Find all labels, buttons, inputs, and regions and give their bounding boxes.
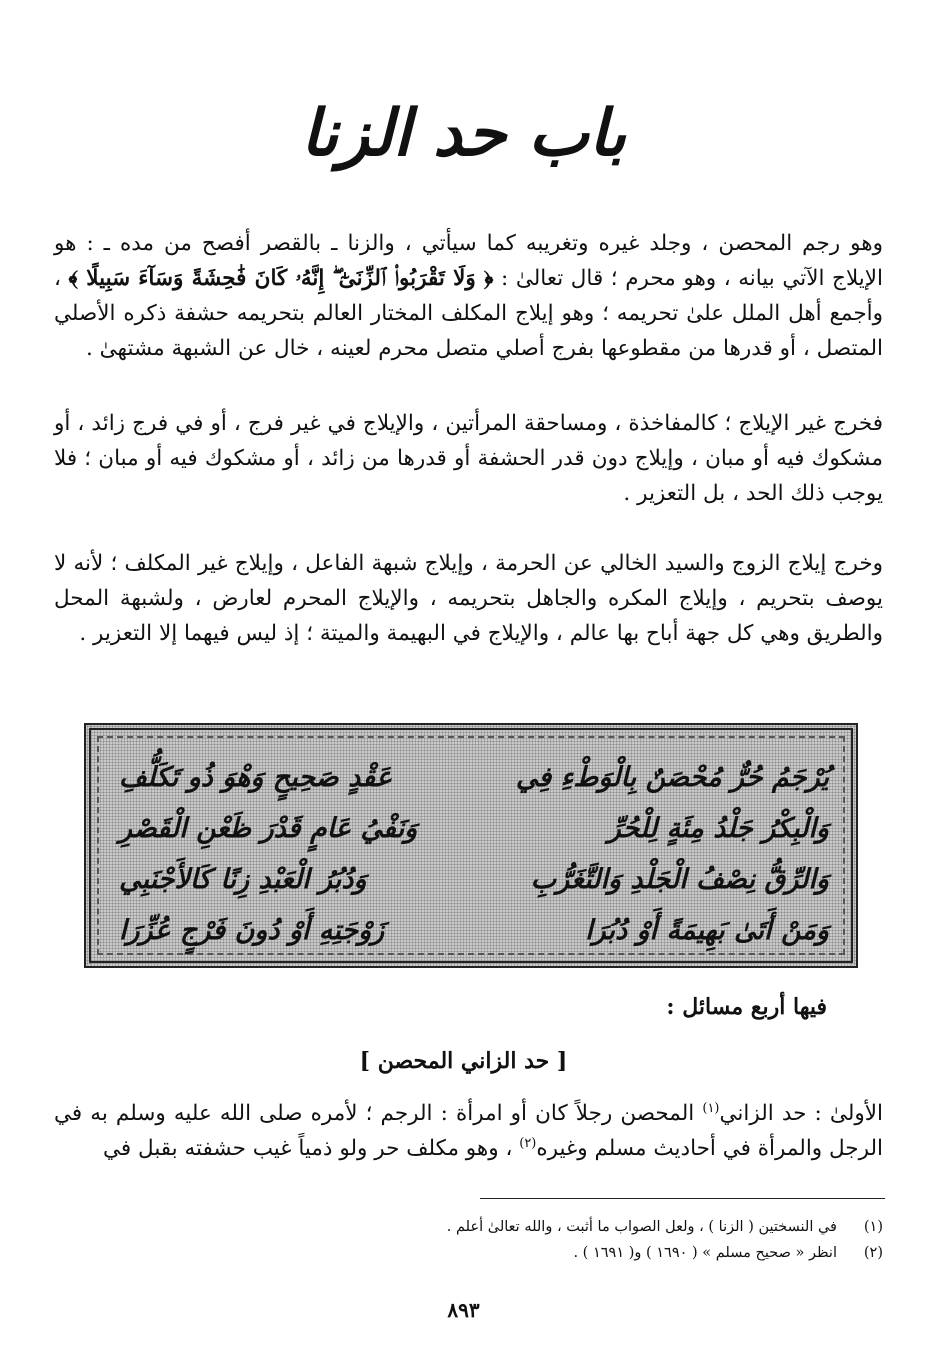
poem-hemistich-second: وَنَفْيُ عَامٍ قَدْرَ ظَعْنِ الْقَصْرِ xyxy=(119,812,418,844)
paragraph-definition xyxy=(54,226,883,366)
quran-verse: ﴿ وَلَا تَقْرَبُوا۟ ٱلزِّنَىٰٓ ۖ إِنَّهُۥ كَانَ فَٰحِشَةً وَسَآءَ سَبِيلًا ﴾ xyxy=(68,266,494,291)
footnote xyxy=(330,1214,883,1240)
paragraph-text: ، وهو مكلف حر ولو ذمياً غيب حشفته بقبل في xyxy=(103,1136,520,1161)
footnote-divider xyxy=(480,1198,885,1199)
footnote xyxy=(330,1240,883,1266)
paragraph-text: الأولىٰ : حد الزاني xyxy=(719,1101,883,1126)
poem-verse xyxy=(119,854,829,904)
issues-intro: فيها أربع مسائل : xyxy=(666,994,827,1020)
paragraph-first-issue xyxy=(54,1096,883,1166)
poem-verse xyxy=(119,803,829,853)
poem-hemistich-first: وَمَنْ أَتَىٰ بَهِيمَةً أَوْ دُبُرَا xyxy=(585,914,829,946)
poem-verse xyxy=(119,752,829,802)
poem-hemistich-second: زَوْجَتِهِ أَوْ دُونَ فَرْجٍ عُزِّرَا xyxy=(119,914,385,946)
paragraph-exclusions-2: وخرج إيلاج الزوج والسيد الخالي عن الحرمة ، وإيلاج شبهة الفاعل ، وإيلاج غير المكلف ؛ لأنه لا يوصف بتحريم ، وإيلاج المكره والجاهل بتحريمه ، والإيلاج المحرم لعارض ، ولشبهة المحل والطريق وهي كل جهة أباح بها عالم ، والإيلاج في البهيمة والميتة ؛ إذ ليس فيهما إلا التعزير . xyxy=(54,551,883,646)
poem-box xyxy=(84,723,858,968)
poem-hemistich-first: وَالْبِكْرُ جَلْدُ مِئَةٍ لِلْحُرِّ xyxy=(607,812,829,844)
footnote-ref[interactable]: (٢) xyxy=(519,1135,537,1151)
poem-hemistich-second: عَقْدٍ صَحِيحٍ وَهْوَ ذُو تَكَلُّفِ xyxy=(119,761,393,793)
poem-hemistich-first: يُرْجَمُ حُرٌّ مُحْصَنٌ بِالْوَطْءِ فِي xyxy=(515,761,829,793)
footnote-text: في النسختين ( الزنا ) ، ولعل الصواب ما أثبت ، والله تعالىٰ أعلم . xyxy=(446,1219,837,1235)
paragraph-text: المحصن رجلاً كان أو امرأة : الرجم ؛ لأمره صلى الله عليه وسلم به في الرجل والمرأة في أحاديث مسلم وغيره xyxy=(54,1101,883,1161)
page-number: ٨٩٣ xyxy=(447,1298,480,1322)
chapter-title: باب حد الزنا xyxy=(300,96,627,171)
poem-hemistich-first: وَالرِّقُّ نِصْفُ الْجَلْدِ وَالتَّغَرُّبِ xyxy=(530,863,829,895)
footnote-number: (١) xyxy=(863,1219,883,1235)
section-subheading: [ حد الزاني المحصن ] xyxy=(359,1048,568,1074)
footnote-text: انظر « صحيح مسلم » ( ١٦٩٠ ) و( ١٦٩١ ) . xyxy=(573,1245,837,1261)
paragraph-text: ، وأجمع أهل الملل علىٰ تحريمه ؛ وهو إيلاج المكلف المختار العالم بتحريمه حشفة ذكره الأصلي المتصل ، أو قدرها من مقطوعها بفرج أصلي متصل محرم لعينه ، خال عن الشبهة مشتهىٰ . xyxy=(54,266,883,361)
poem-hemistich-second: وَدُبُرُ الْعَبْدِ زِنًا كَالأَجْنَبِي xyxy=(119,863,367,895)
paragraph-text: وهو رجم المحصن ، وجلد غيره وتغريبه كما سيأتي ، والزنا ـ بالقصر أفصح من مده ـ : هو الإيلاج الآتي بيانه ، وهو محرم ؛ قال تعالىٰ : xyxy=(54,231,883,291)
paragraph-exclusions: فخرج غير الإيلاج ؛ كالمفاخذة ، ومساحقة المرأتين ، والإيلاج في غير فرج ، أو في فرج زائد ، أو مشكوك فيه أو مبان ، وإيلاج دون قدر الحشفة أو قدرها من زائد ، أو مشكوك فيه أو مبان ؛ فلا يوجب ذلك الحد ، بل التعزير . xyxy=(54,411,883,506)
footnote-ref[interactable]: (١) xyxy=(702,1100,720,1116)
poem-verse xyxy=(119,905,829,955)
footnote-number: (٢) xyxy=(863,1245,883,1261)
